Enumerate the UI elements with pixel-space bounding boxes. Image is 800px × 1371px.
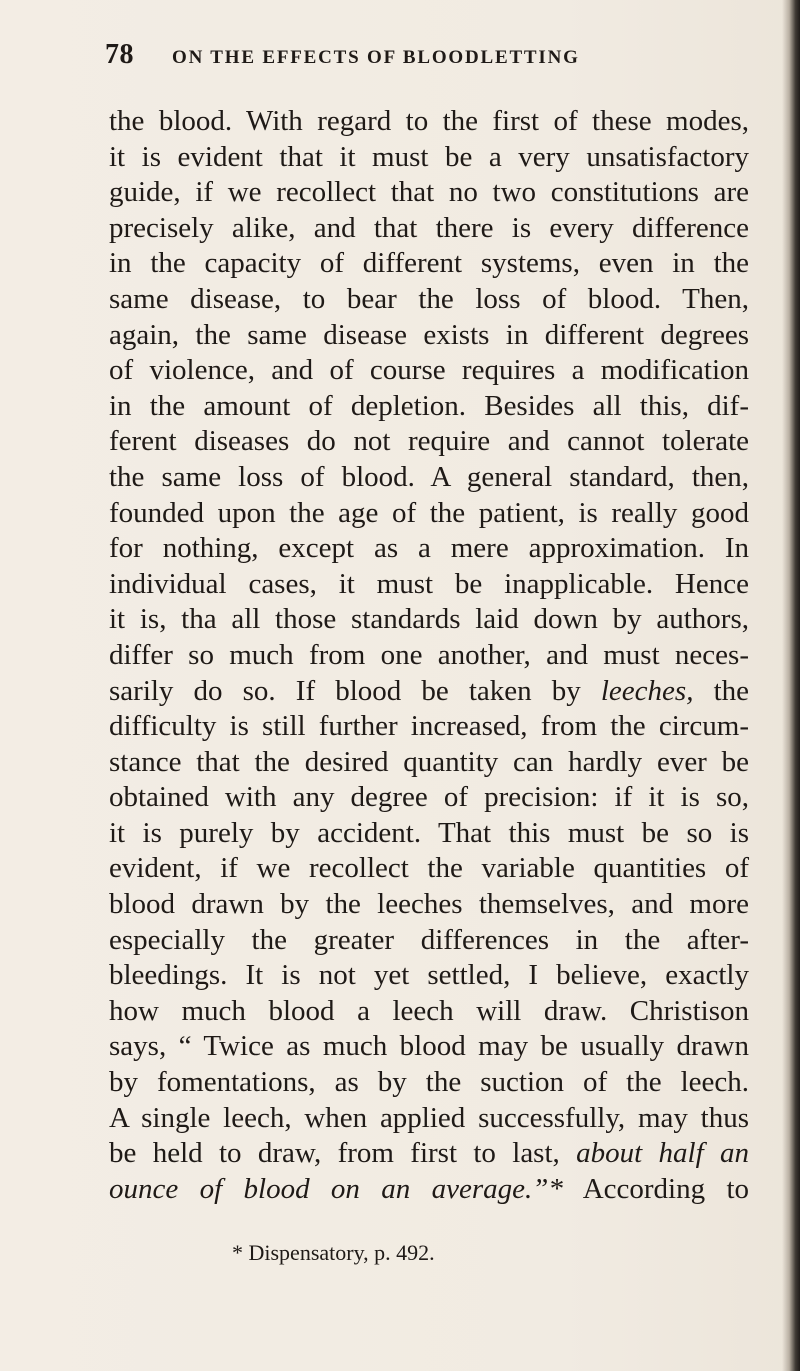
text-line: guide, if we recollect that no two constitutions are xyxy=(109,176,749,209)
text-segment: sarily do so. If blood be taken by xyxy=(109,674,581,707)
text-line-with-italic xyxy=(109,674,749,710)
text-line: bleedings. It is not yet settled, I believe, exactly xyxy=(109,959,749,992)
text-line-with-italic xyxy=(109,1172,749,1208)
text-line: it is evident that it must be a very unsatisfactory xyxy=(109,140,749,173)
footnote: * Dispensatory, p. 492. xyxy=(232,1240,435,1265)
running-head xyxy=(105,39,665,75)
text-line: again, the same disease exists in different degrees xyxy=(109,318,749,351)
text-line: how much blood a leech will draw. Christison xyxy=(109,994,749,1027)
text-segment: be held to draw, from first to last, xyxy=(109,1137,560,1170)
text-line: A single leech, when applied successfully, may thus xyxy=(109,1101,749,1134)
text-segment: According to xyxy=(582,1172,749,1205)
text-line: for nothing, except as a mere approximation. In xyxy=(109,532,749,565)
text-line: in the capacity of different systems, even in the xyxy=(109,247,749,280)
text-line: founded upon the age of the patient, is really good xyxy=(109,496,749,529)
text-segment: the xyxy=(713,674,749,707)
text-line: individual cases, it must be inapplicable. Hence xyxy=(109,567,749,600)
italic-text: leeches, xyxy=(600,674,694,707)
running-title: ON THE EFFECTS OF BLOODLETTING xyxy=(172,47,580,68)
text-line: precisely alike, and that there is every difference xyxy=(109,211,749,244)
text-line: differ so much from one another, and must neces- xyxy=(109,638,749,671)
text-line: it is, tha all those standards laid down by authors, xyxy=(109,603,749,636)
text-line: it is purely by accident. That this must be so is xyxy=(109,816,749,849)
italic-text: about half an xyxy=(576,1137,750,1170)
text-line: stance that the desired quantity can hardly ever be xyxy=(109,745,749,778)
text-line: of violence, and of course requires a modification xyxy=(109,354,749,387)
text-line: evident, if we recollect the variable quantities of xyxy=(109,852,749,885)
body-text xyxy=(109,104,749,1207)
text-line: obtained with any degree of precision: if it is so, xyxy=(109,781,749,814)
text-line: ferent diseases do not require and cannot tolerate xyxy=(109,425,749,458)
text-line: same disease, to bear the loss of blood. Then, xyxy=(109,282,749,315)
page-number: 78 xyxy=(105,39,134,70)
text-line: the same loss of blood. A general standard, then, xyxy=(109,460,749,493)
text-line-with-italic xyxy=(109,1136,749,1172)
text-line: blood drawn by the leeches themselves, and more xyxy=(109,888,749,921)
text-line: difficulty is still further increased, from the circum- xyxy=(109,710,749,743)
text-line: in the amount of depletion. Besides all this, dif- xyxy=(109,389,749,422)
italic-text: ounce of blood on an average.”* xyxy=(109,1172,563,1205)
book-spine-shadow xyxy=(782,0,800,1371)
text-line: says, “ Twice as much blood may be usually drawn xyxy=(109,1030,749,1063)
text-line: the blood. With regard to the first of these modes, xyxy=(109,105,749,137)
text-line: by fomentations, as by the suction of the leech. xyxy=(109,1066,749,1099)
text-line: especially the greater differences in the after- xyxy=(109,923,749,956)
